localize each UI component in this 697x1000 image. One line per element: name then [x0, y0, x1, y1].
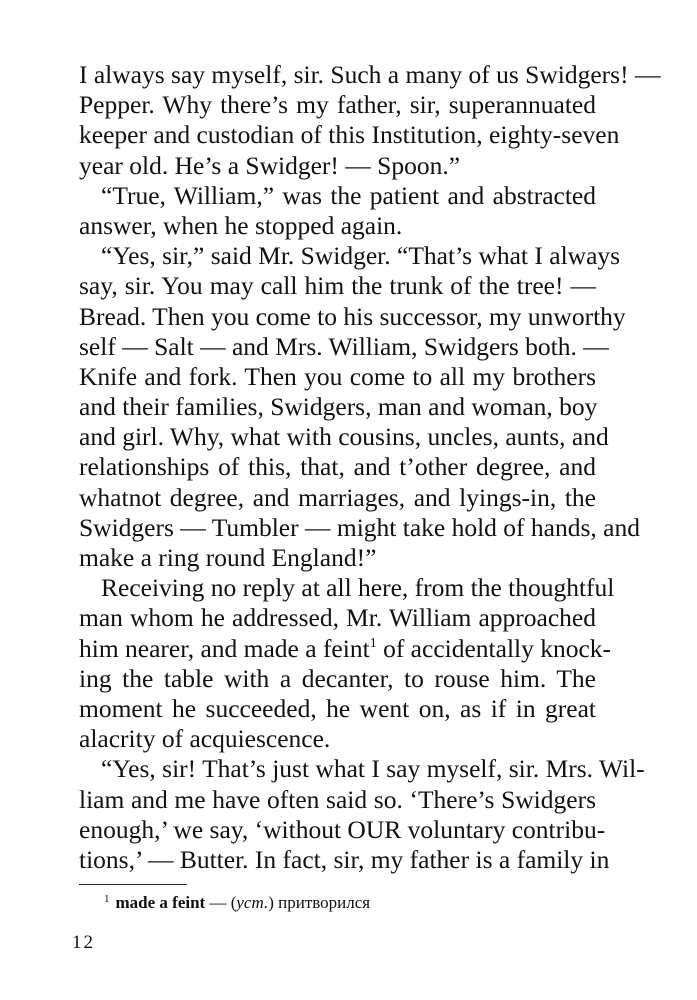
text-line: liam and me have often said so. ‘There’s Swidgers: [79, 784, 596, 814]
text-line: I always say myself, sir. Such a many of us Swidgers! —: [79, 60, 661, 89]
text-line: say, sir. You may call him the trunk of the tree! —: [79, 271, 596, 301]
footnote-translation: притворился: [273, 893, 371, 912]
text-line-with-footnote: [79, 633, 612, 664]
text-before-footnote: him nearer, and made a feint: [79, 633, 370, 663]
text-line: ing the table with a decanter, to rouse him. The: [79, 663, 596, 693]
text-line: answer, when he stopped again.: [79, 210, 403, 240]
footnote-abbreviation: уст.: [236, 893, 269, 912]
text-line: and girl. Why, what with cousins, uncles, aunts, and: [79, 422, 609, 452]
text-line: enough,’ we say, ‘without OUR voluntary contribu-: [79, 814, 606, 844]
footnote-dash: — (: [205, 893, 237, 912]
footnote-term: made a feint: [115, 893, 206, 912]
footnote-marker: 1: [104, 893, 110, 905]
text-line: relationships of this, that, and t’other degree, and: [79, 452, 596, 482]
footnote: [104, 893, 370, 913]
text-line: year old. He’s a Swidger! — Spoon.”: [79, 150, 461, 180]
footnote-divider: [79, 884, 187, 885]
text-line: Swidgers — Tumbler — might take hold of hands, and: [79, 512, 640, 542]
text-line: Knife and fork. Then you come to all my brothers: [79, 361, 596, 391]
text-line: keeper and custodian of this Institution, eighty-seven: [79, 120, 620, 150]
text-line: Bread. Then you come to his successor, my unworthy: [79, 301, 626, 331]
text-after-footnote: of accidentally knock-: [376, 633, 612, 663]
text-line: man whom he addressed, Mr. William approached: [79, 603, 596, 633]
text-line: alacrity of acquiescence.: [79, 724, 331, 754]
text-line: moment he succeeded, he went on, as if in great: [79, 693, 596, 723]
text-line: and their families, Swidgers, man and woman, boy: [79, 392, 598, 422]
text-line: self — Salt — and Mrs. William, Swidgers both. —: [79, 331, 609, 361]
text-line: “Yes, sir,” said Mr. Swidger. “That’s what I always: [101, 241, 621, 271]
page-number: 12: [72, 932, 95, 953]
text-line: “True, William,” was the patient and abstracted: [101, 180, 596, 210]
text-line: Pepper. Why there’s my father, sir, superannuated: [79, 90, 596, 120]
text-line: “Yes, sir! That’s just what I say myself, sir. Mrs. Wil-: [101, 754, 645, 784]
footnote-reference[interactable]: 1: [369, 635, 377, 651]
text-line: make a ring round England!”: [79, 543, 377, 572]
footnote-close: ): [268, 893, 274, 912]
body-text: [79, 60, 661, 875]
text-line: tions,’ — Butter. In fact, sir, my father is a family in: [79, 844, 610, 874]
text-line: whatnot degree, and marriages, and lyings-in, the: [79, 482, 596, 512]
text-line: Receiving no reply at all here, from the thoughtful: [101, 573, 615, 603]
